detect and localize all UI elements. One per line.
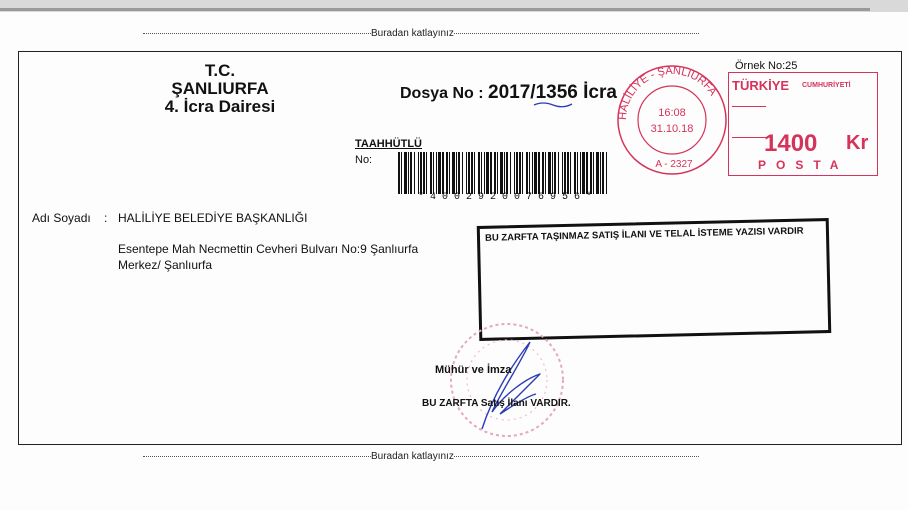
barcode-bar: [548, 152, 551, 194]
postage-meter: [728, 72, 878, 176]
meter-posta: POSTA: [758, 158, 849, 172]
barcode-bar: [468, 152, 470, 194]
barcode-bar: [514, 152, 515, 194]
fold-line-top: [143, 28, 699, 39]
barcode-bar: [456, 152, 457, 194]
postmark-time: 16:08: [658, 107, 686, 119]
barcode-bar: [586, 152, 588, 194]
seal-label: Mühür ve İmza: [435, 364, 512, 376]
fold-line-bottom: [143, 451, 699, 462]
barcode-bar: [408, 152, 409, 194]
barcode-bar: [510, 152, 511, 194]
postmark-date: 31.10.18: [650, 123, 694, 135]
barcode-bar: [486, 152, 489, 194]
barcode-bar: [420, 152, 422, 194]
barcode-bar: [462, 152, 463, 194]
barcode-bar: [526, 152, 528, 194]
meter-country-suffix: CUMHURİYETİ: [802, 82, 851, 89]
barcode-bar: [562, 152, 563, 194]
barcode-bar: [582, 152, 585, 194]
court-city: ŞANLIURFA: [171, 79, 269, 98]
barcode-bar: [446, 152, 448, 194]
barcode-bar: [552, 152, 553, 194]
barcode-bar: [398, 152, 400, 194]
barcode-bar: [529, 152, 530, 194]
barcode-bar: [414, 152, 415, 194]
pen-underline: [533, 100, 573, 108]
barcode-bar: [580, 152, 581, 194]
fold-label-bottom: Buradan katlayınız: [371, 451, 454, 462]
recipient-address-1: Esentepe Mah Necmettin Cevheri Bulvarı No:9 Şanlıurfa: [118, 242, 419, 256]
scan-top-line: [0, 8, 870, 11]
barcode-bar: [430, 152, 432, 194]
barcode-bar: [564, 152, 566, 194]
court-heading: [120, 62, 320, 116]
barcode-bar: [466, 152, 467, 194]
file-number-label: Dosya No :: [400, 85, 484, 102]
barcode-bar: [497, 152, 498, 194]
barcode-bar: [506, 152, 508, 194]
recipient-separator: :: [104, 211, 108, 225]
postmark-code: A - 2327: [655, 159, 693, 170]
barcode-bar: [418, 152, 419, 194]
postmark-office: HALİLİYE - ŞANLIURFA: [616, 64, 719, 121]
recipient-name: HALİLİYE BELEDİYE BAŞKANLIĞI: [118, 211, 308, 225]
barcode-bar: [452, 152, 455, 194]
meter-country: TÜRKİYE: [732, 78, 790, 93]
meter-currency: Kr: [846, 132, 869, 154]
barcode-bar: [522, 152, 523, 194]
barcode-bar: [567, 152, 569, 194]
seal-note: BU ZARFTA Satış İlanı VARDIR.: [422, 398, 571, 409]
barcode-bar: [484, 152, 485, 194]
barcode-bar: [519, 152, 521, 194]
postmark-stamp: [612, 60, 732, 180]
content-note-text: BU ZARFTA TAŞINMAZ SATIŞ İLANI VE TELAL İSTEME YAZISI VARDIR: [484, 225, 804, 244]
barcode-bar: [500, 152, 503, 194]
signature: [470, 334, 550, 434]
barcode-bar: [481, 152, 482, 194]
registered-no-label: No:: [355, 154, 373, 166]
barcode-bar: [423, 152, 425, 194]
barcode-bar: [545, 152, 546, 194]
barcode-bar: [538, 152, 540, 194]
registered-label: TAAHHÜTLÜ: [355, 138, 423, 150]
barcode-bar: [426, 152, 427, 194]
barcode-bar: [449, 152, 450, 194]
recipient-address-2: Merkez/ Şanlıurfa: [118, 258, 213, 272]
barcode-bar: [410, 152, 412, 194]
sample-number: Örnek No:25: [735, 60, 798, 72]
barcode-bar: [554, 152, 556, 194]
barcode-bar: [570, 152, 571, 194]
barcode-bar: [606, 152, 607, 194]
barcode-bar: [401, 152, 402, 194]
file-number-value: 2017/1356 İcra: [488, 82, 617, 103]
barcode-bar: [577, 152, 578, 194]
meter-lines: [732, 106, 766, 138]
file-number: [400, 82, 617, 104]
barcode-bar: [574, 152, 576, 194]
barcode-bar: [534, 152, 537, 194]
barcode-bar: [602, 152, 604, 194]
barcode-bar: [504, 152, 505, 194]
barcode-bar: [474, 152, 475, 194]
barcode-bar: [590, 152, 592, 194]
fold-label-top: Buradan katlayınız: [371, 28, 454, 39]
barcode: [398, 152, 610, 194]
barcode-bar: [532, 152, 533, 194]
barcode-bar: [542, 152, 544, 194]
barcode-number: *4002920076956*: [418, 192, 599, 203]
meter-amount: 1400: [764, 130, 818, 157]
barcode-bar: [600, 152, 601, 194]
barcode-bar: [404, 152, 407, 194]
barcode-bar: [558, 152, 559, 194]
barcode-bar: [516, 152, 518, 194]
barcode-bar: [494, 152, 496, 194]
court-tc: T.C.: [204, 61, 236, 80]
barcode-bar: [458, 152, 460, 194]
court-office: 4. İcra Dairesi: [164, 97, 276, 116]
barcode-bar: [490, 152, 492, 194]
barcode-bar: [478, 152, 480, 194]
barcode-bar: [433, 152, 434, 194]
barcode-bar: [436, 152, 437, 194]
barcode-bar: [438, 152, 441, 194]
barcode-bar: [593, 152, 594, 194]
barcode-bar: [442, 152, 444, 194]
recipient-label: Adı Soyadı: [32, 211, 91, 225]
barcode-bar: [471, 152, 473, 194]
barcode-bar: [596, 152, 599, 194]
